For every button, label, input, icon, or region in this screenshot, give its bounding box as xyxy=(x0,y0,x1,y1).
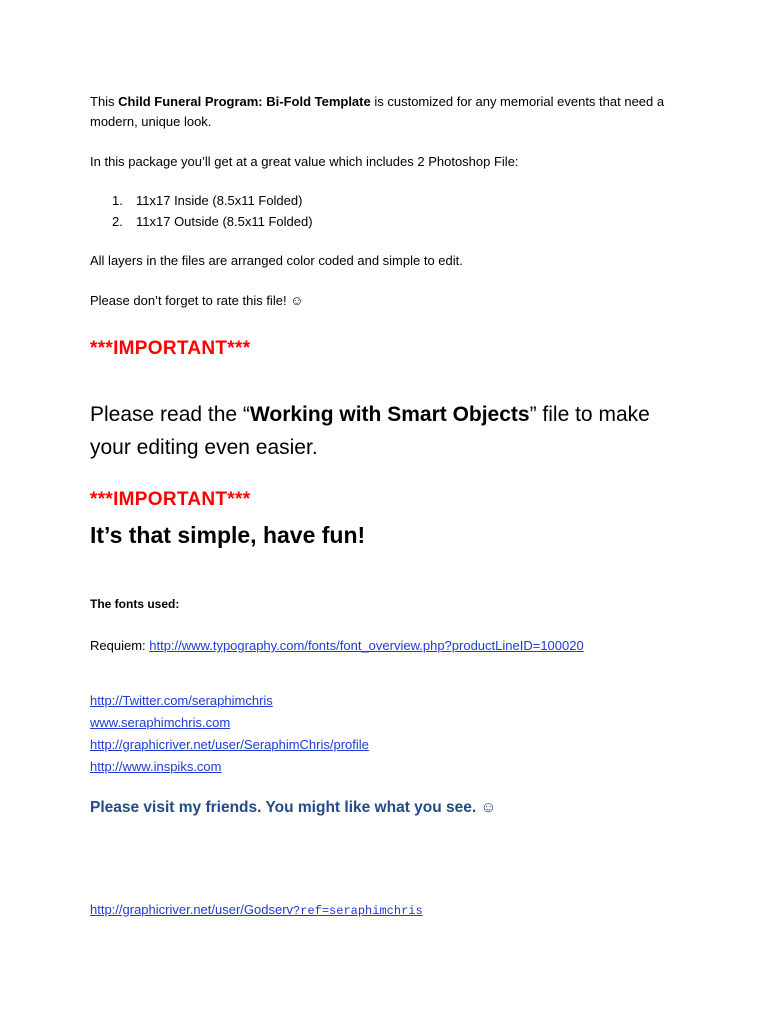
read-text-end: ” file to make xyxy=(529,403,650,426)
smart-objects-line-1 xyxy=(90,398,650,431)
friend-link-ref: ?ref=seraphimchris xyxy=(293,904,423,918)
intro-paragraph xyxy=(90,92,664,132)
twitter-link[interactable]: http://Twitter.com/seraphimchris xyxy=(90,693,273,708)
smart-objects-paragraph xyxy=(90,398,650,464)
font-entry xyxy=(90,636,584,656)
important-heading-2: ***IMPORTANT*** xyxy=(90,489,251,510)
intro-line-1 xyxy=(90,92,664,112)
inspiks-link[interactable]: http://www.inspiks.com xyxy=(90,759,222,774)
list-number: 1. xyxy=(112,193,123,208)
important-heading-1: ***IMPORTANT*** xyxy=(90,338,251,359)
simple-heading: It’s that simple, have fun! xyxy=(90,522,366,548)
smart-objects-line-2: your editing even easier. xyxy=(90,436,318,459)
list-item-text: 11x17 Inside (8.5x11 Folded) xyxy=(136,193,303,208)
links-list xyxy=(90,690,369,778)
friend-link-line xyxy=(90,900,423,921)
graphicriver-profile-link[interactable]: http://graphicriver.net/user/SeraphimChris/profile xyxy=(90,737,369,752)
intro-text-start: This xyxy=(90,94,119,109)
friends-message: Please visit my friends. You might like what you see. ☺ xyxy=(90,799,497,816)
smart-objects-title: Working with Smart Objects xyxy=(249,403,530,426)
file-list-item xyxy=(112,191,313,211)
read-text-start: Please read the “ xyxy=(90,403,250,426)
list-item-text: 11x17 Outside (8.5x11 Folded) xyxy=(136,214,313,229)
file-list-item xyxy=(112,212,313,232)
font-link[interactable]: http://www.typography.com/fonts/font_overview.php?productLineID=100020 xyxy=(149,638,584,653)
product-name: Child Funeral Program: Bi-Fold Template xyxy=(118,94,371,109)
layers-paragraph: All layers in the files are arranged color coded and simple to edit. xyxy=(90,253,463,268)
intro-line-2: modern, unique look. xyxy=(90,114,212,129)
file-list xyxy=(112,191,313,232)
friend-link[interactable] xyxy=(90,902,423,917)
package-paragraph: In this package you’ll get at a great value which includes 2 Photoshop File: xyxy=(90,154,519,169)
font-name: Requiem: xyxy=(90,638,150,653)
website-link[interactable]: www.seraphimchris.com xyxy=(90,715,231,730)
intro-text-end: is customized for any memorial events that need a xyxy=(370,94,665,109)
rate-paragraph: Please don’t forget to rate this file! ☺ xyxy=(90,293,304,308)
list-number: 2. xyxy=(112,214,123,229)
fonts-heading: The fonts used: xyxy=(90,597,180,611)
friend-link-path: http://graphicriver.net/user/Godserv xyxy=(90,902,294,917)
